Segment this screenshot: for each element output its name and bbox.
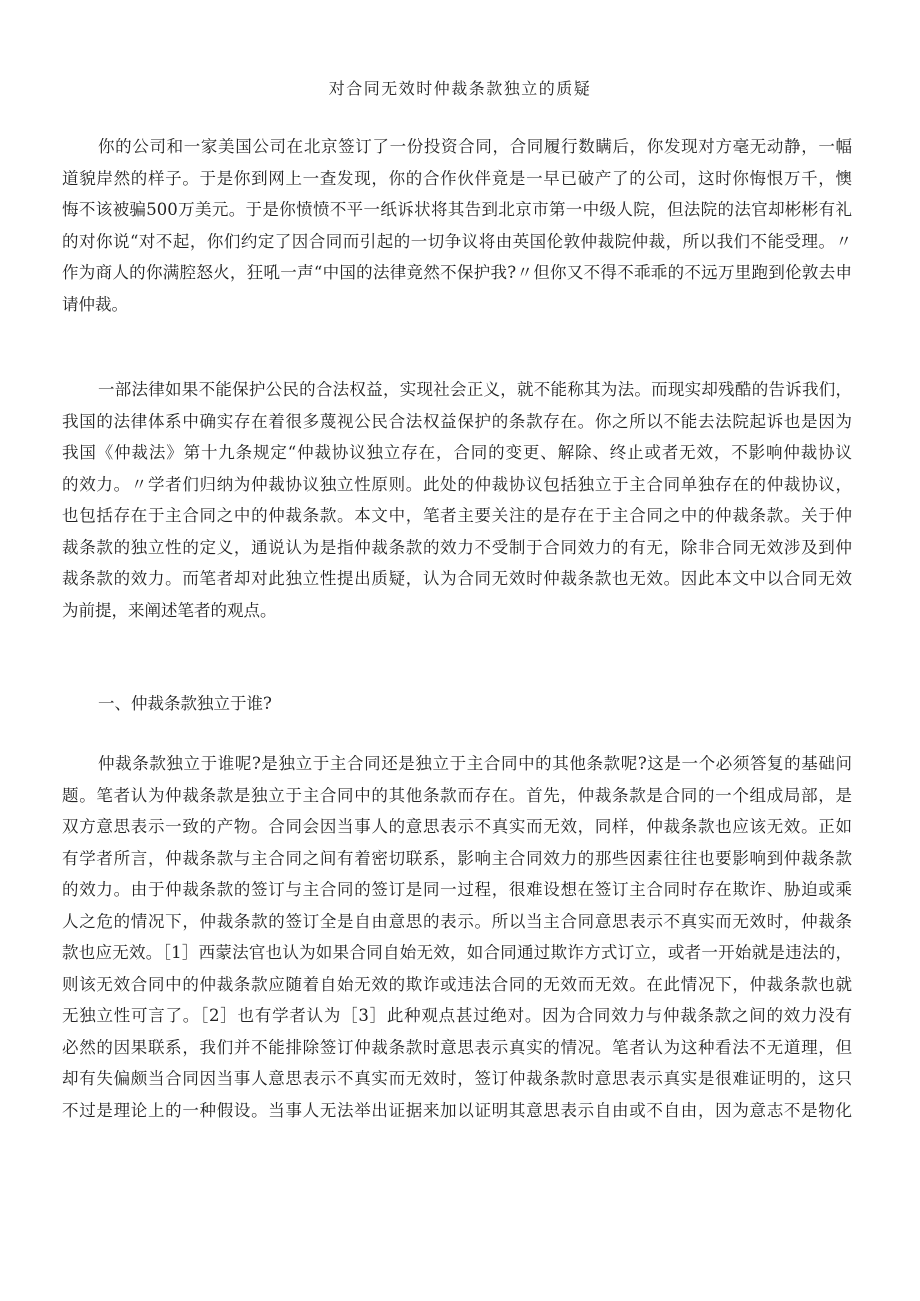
text-line: 的对你说“对不起，你们约定了因合同而引起的一切争议将由英国伦敦仲裁院仲裁，所以我们不能受理。〃 [62, 231, 852, 251]
text-line: 悔不该被骗500万美元。于是你愤愤不平一纸诉状将其告到北京市第一中级人院，但法院的法官却彬彬有礼 [62, 200, 852, 219]
text-line: 则该无效合同中的仲裁条款应随着自始无效的欺诈或违法合同的无效而无效。在此情况下，仲裁条款也就 [62, 974, 852, 994]
text-line: 人之危的情况下，仲裁条款的签订全是自由意思的表示。所以当主合同意思表示不真实而无效时，仲裁条 [62, 911, 852, 931]
text-line: 请仲裁。 [62, 294, 128, 314]
text-line: 道貌岸然的样子。于是你到网上一查发现，你的合作伙伴竟是一早已破产了的公司，这时你悔恨万千，懊 [62, 168, 852, 188]
text-line: 的效力。〃学者们归纳为仲裁协议独立性原则。此处的仲裁协议包括独立于主合同单独存在的仲裁协议， [62, 474, 852, 494]
text-line: 仲裁条款独立于谁呢?是独立于主合同还是独立于主合同中的其他条款呢?这是一个必须答复的基础问 [98, 754, 852, 773]
text-line: 裁条款的效力。而笔者却对此独立性提出质疑，认为合同无效时仲裁条款也无效。因此本文中以合同无效 [62, 569, 852, 588]
text-line: 你的公司和一家美国公司在北京签订了一份投资合同，合同履行数瞒后，你发现对方毫无动静，一幅 [98, 137, 852, 156]
text-line: 我国《仲裁法》第十九条规定“仲裁协议独立存在，合同的变更、解除、终止或者无效，不影响仲裁协议 [62, 443, 852, 462]
text-line: 也包括存在于主合同之中的仲裁条款。本文中，笔者主要关注的是存在于主合同之中的仲裁条款。关于仲 [62, 506, 852, 525]
text-line: 必然的因果联系，我们并不能排除签订仲裁条款时意思表示真实的情况。笔者认为这种看法不无道理，但 [62, 1037, 852, 1057]
section-heading [62, 688, 852, 720]
paragraph-2 [62, 374, 852, 626]
document-title: 对合同无效时仲裁条款独立的质疑 [328, 79, 592, 98]
text-line: 却有失偏颇当合同因当事人意思表示不真实而无效时，签订仲裁条款时意思表示真实是很难证明的，这只 [62, 1069, 852, 1088]
text-line: 款也应无效。［1］西蒙法官也认为如果合同自始无效，如合同通过欺诈方式订立，或者一开始就是违法的， [62, 943, 852, 962]
text-line: 的效力。由于仲裁条款的签订与主合同的签订是同一过程，很难设想在签订主合同时存在欺诈、胁迫或乘 [62, 880, 852, 899]
text-line: 裁条款的独立性的定义，通说认为是指仲裁条款的效力不受制于合同效力的有无，除非合同无效涉及到仲 [62, 537, 852, 557]
text-line: 作为商人的你满腔怒火，狂吼一声“中国的法律竟然不保护我?〃但你又不得不乖乖的不远万里跑到伦敦去申 [62, 263, 852, 282]
text-line: 无独立性可言了。［2］也有学者认为［3］此种观点甚过绝对。因为合同效力与仲裁条款之间的效力没有 [62, 1006, 852, 1025]
text-line: 不过是理论上的一种假设。当事人无法举出证据来加以证明其意思表示自由或不自由，因为意志不是物化 [62, 1100, 852, 1120]
text-line: 题。笔者认为仲裁条款是独立于主合同中的其他条款而存在。首先，仲裁条款是合同的一个组成局部，是 [62, 785, 852, 805]
section-heading-text: 一、仲裁条款独立于谁? [98, 694, 272, 713]
text-line: 我国的法律体系中确实存在着很多蔑视公民合法权益保护的条款存在。你之所以不能去法院起诉也是因为 [62, 411, 852, 431]
text-line: 一部法律如果不能保护公民的合法权益，实现社会正义，就不能称其为法。而现实却残酷的告诉我们， [98, 380, 852, 399]
paragraph-3 [62, 748, 852, 1126]
text-line: 双方意思表示一致的产物。合同会因当事人的意思表示不真实而无效，同样，仲裁条款也应该无效。正如 [62, 817, 852, 836]
text-line: 为前提，来阐述笔者的观点。 [62, 600, 277, 620]
paragraph-1 [62, 131, 852, 320]
text-line: 有学者所言，仲裁条款与主合同之间有着密切联系，影响主合同效力的那些因素往往也要影响到仲裁条款 [62, 848, 852, 868]
